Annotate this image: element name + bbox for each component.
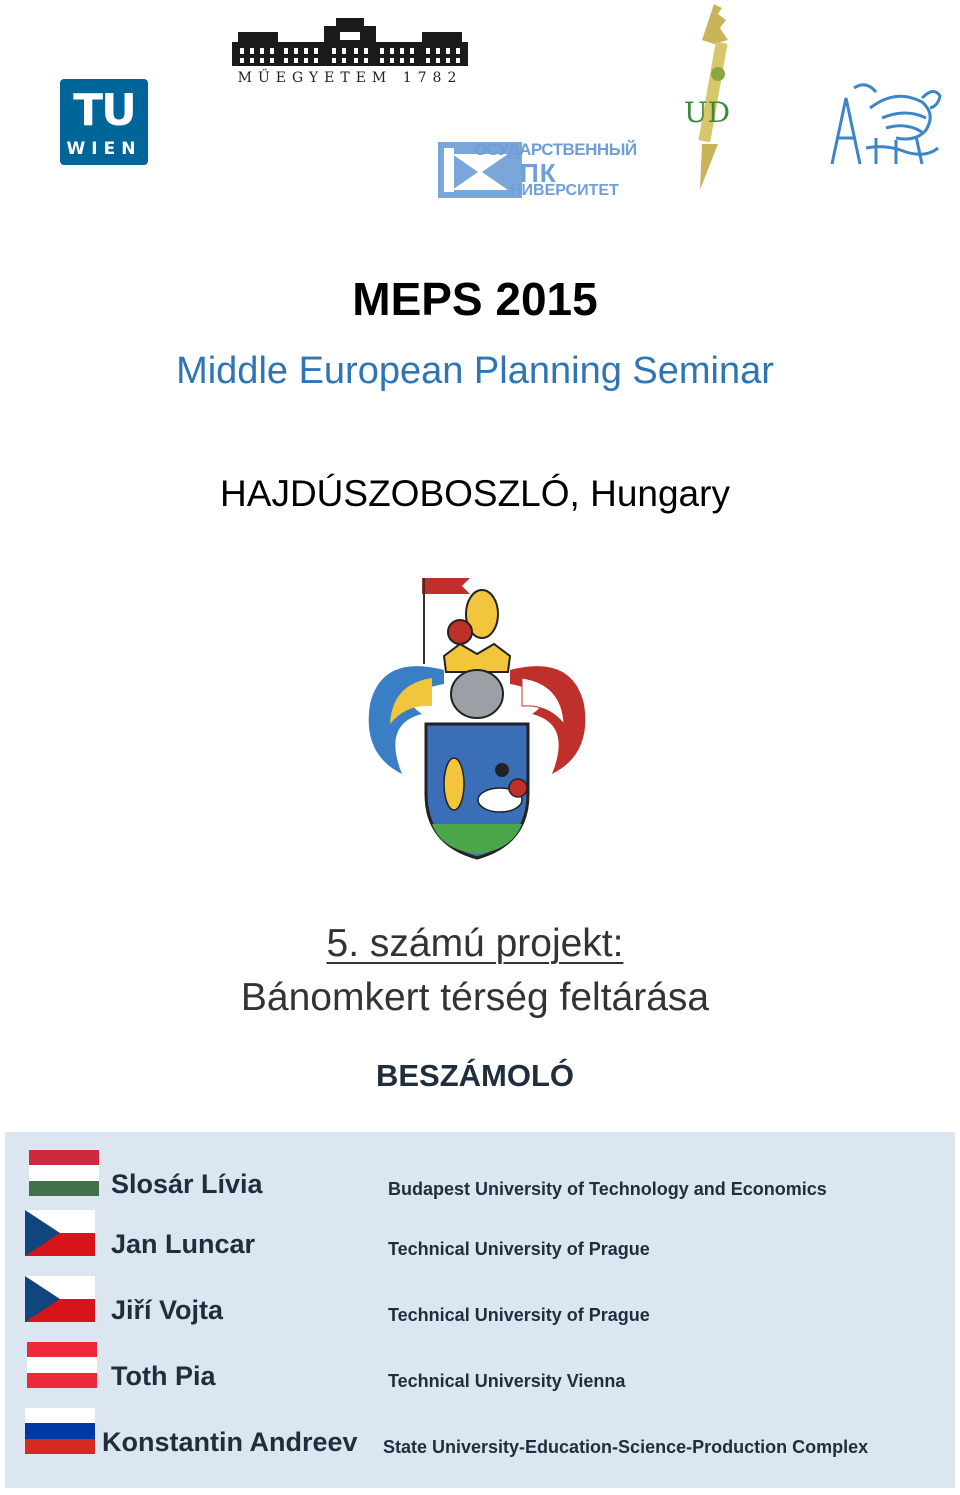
participant-name: Slosár Lívia (111, 1169, 263, 1199)
bme-logo (228, 18, 472, 86)
czech-flag-icon (25, 1276, 95, 1322)
page-subtitle: Middle European Planning Seminar (176, 350, 774, 392)
participant-name: Konstantin Andreev (102, 1427, 358, 1457)
russia-flag-icon (25, 1408, 95, 1454)
participant-name: Jiří Vojta (111, 1295, 224, 1325)
participant-institution: Technical University of Prague (388, 1305, 650, 1325)
lion-emblem-icon (826, 78, 944, 168)
university-building-icon (228, 18, 472, 68)
russian-university-line2: ПК (520, 158, 557, 188)
hungary-flag-icon (29, 1150, 99, 1196)
tu-wien-logo-text: WIEN (66, 139, 142, 159)
project-label: 5. számú projekt: (326, 922, 624, 965)
participant-name: Toth Pia (111, 1361, 216, 1391)
participants-panel (5, 1132, 955, 1488)
participant-institution: Budapest University of Technology and Economics (388, 1179, 827, 1199)
location-heading: HAJDÚSZOBOSZLÓ, Hungary (220, 473, 730, 514)
coat-of-arms (362, 574, 592, 866)
coat-of-arms-icon (362, 574, 592, 866)
participant-name: Jan Luncar (111, 1229, 256, 1259)
participant-institution: Technical University Vienna (388, 1371, 626, 1391)
participant-institution: State University-Education-Science-Production Complex (383, 1437, 869, 1457)
ud-letters: UD (684, 96, 731, 129)
czech-flag-icon (25, 1210, 95, 1256)
austria-flag-icon (27, 1342, 97, 1388)
university-of-debrecen-logo (674, 4, 744, 190)
page-title: MEPS 2015 (352, 273, 598, 325)
ctu-prague-logo (826, 78, 944, 168)
russian-university-line1: ОСУДАРСТВЕННЫЙ (474, 140, 637, 159)
russian-university-logo (438, 140, 637, 200)
sword-emblem-icon (674, 4, 744, 190)
tu-wien-logo-mark: TU (73, 85, 135, 136)
bme-logo-caption: MŰEGYETEM 1782 (237, 70, 463, 86)
project-name: Bánomkert térség feltárása (240, 976, 710, 1019)
participant-institution: Technical University of Prague (388, 1239, 650, 1259)
report-heading: BESZÁMOLÓ (375, 1058, 575, 1093)
tu-wien-logo (60, 79, 148, 165)
russian-university-line3: НИВЕРСИТЕТ (510, 182, 619, 199)
